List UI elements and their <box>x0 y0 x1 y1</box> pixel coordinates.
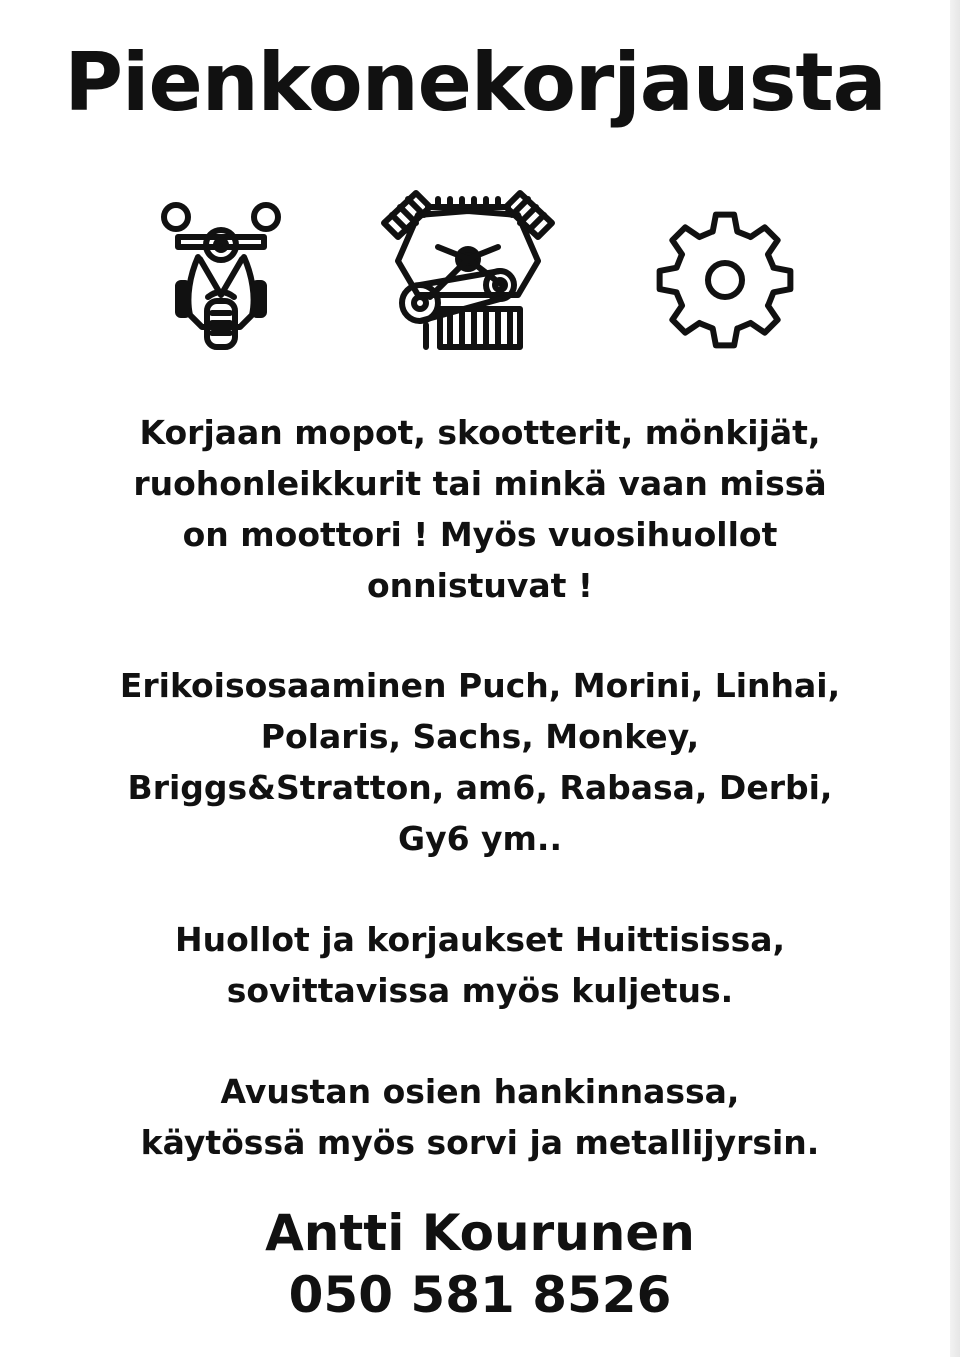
flyer-title: Pienkonekorjausta <box>64 36 886 129</box>
contact-phone[interactable]: 050 581 8526 <box>288 1266 672 1324</box>
paragraph-line: sovittavissa myös kuljetus. <box>226 971 734 1010</box>
paragraph-services <box>60 407 900 611</box>
paragraph-line: ruohonleikkurit tai minkä vaan missä <box>133 464 827 503</box>
paragraph-line: käytössä myös sorvi ja metallijyrsin. <box>140 1123 820 1162</box>
paragraph-line: on moottori ! Myös vuosihuollot <box>182 515 778 554</box>
paragraph-line: onnistuvat ! <box>367 566 593 605</box>
paragraph-line: Erikoisosaaminen Puch, Morini, Linhai, <box>119 666 841 705</box>
paragraph-line: Polaris, Sachs, Monkey, <box>260 717 700 756</box>
contact-name: Antti Kourunen <box>265 1204 695 1262</box>
paragraph-line: Gy6 ym.. <box>397 819 563 858</box>
paragraph-line: Briggs&Stratton, am6, Rabasa, Derbi, <box>127 768 833 807</box>
paragraph-specialties <box>60 660 900 864</box>
gear-icon <box>652 207 798 353</box>
paragraph-parts <box>60 1066 900 1168</box>
paragraph-line: Korjaan mopot, skootterit, mönkijät, <box>139 413 821 452</box>
scooter-icon <box>160 185 282 351</box>
paragraph-location <box>60 914 900 1016</box>
icon-row <box>0 185 950 355</box>
paragraph-line: Huollot ja korjaukset Huittisissa, <box>174 920 786 959</box>
paragraph-line: Avustan osien hankinnassa, <box>220 1072 740 1111</box>
contact-block <box>60 1202 900 1326</box>
page-edge-shadow <box>950 0 960 1357</box>
engine-icon <box>378 185 558 355</box>
gear-outline <box>660 215 791 346</box>
